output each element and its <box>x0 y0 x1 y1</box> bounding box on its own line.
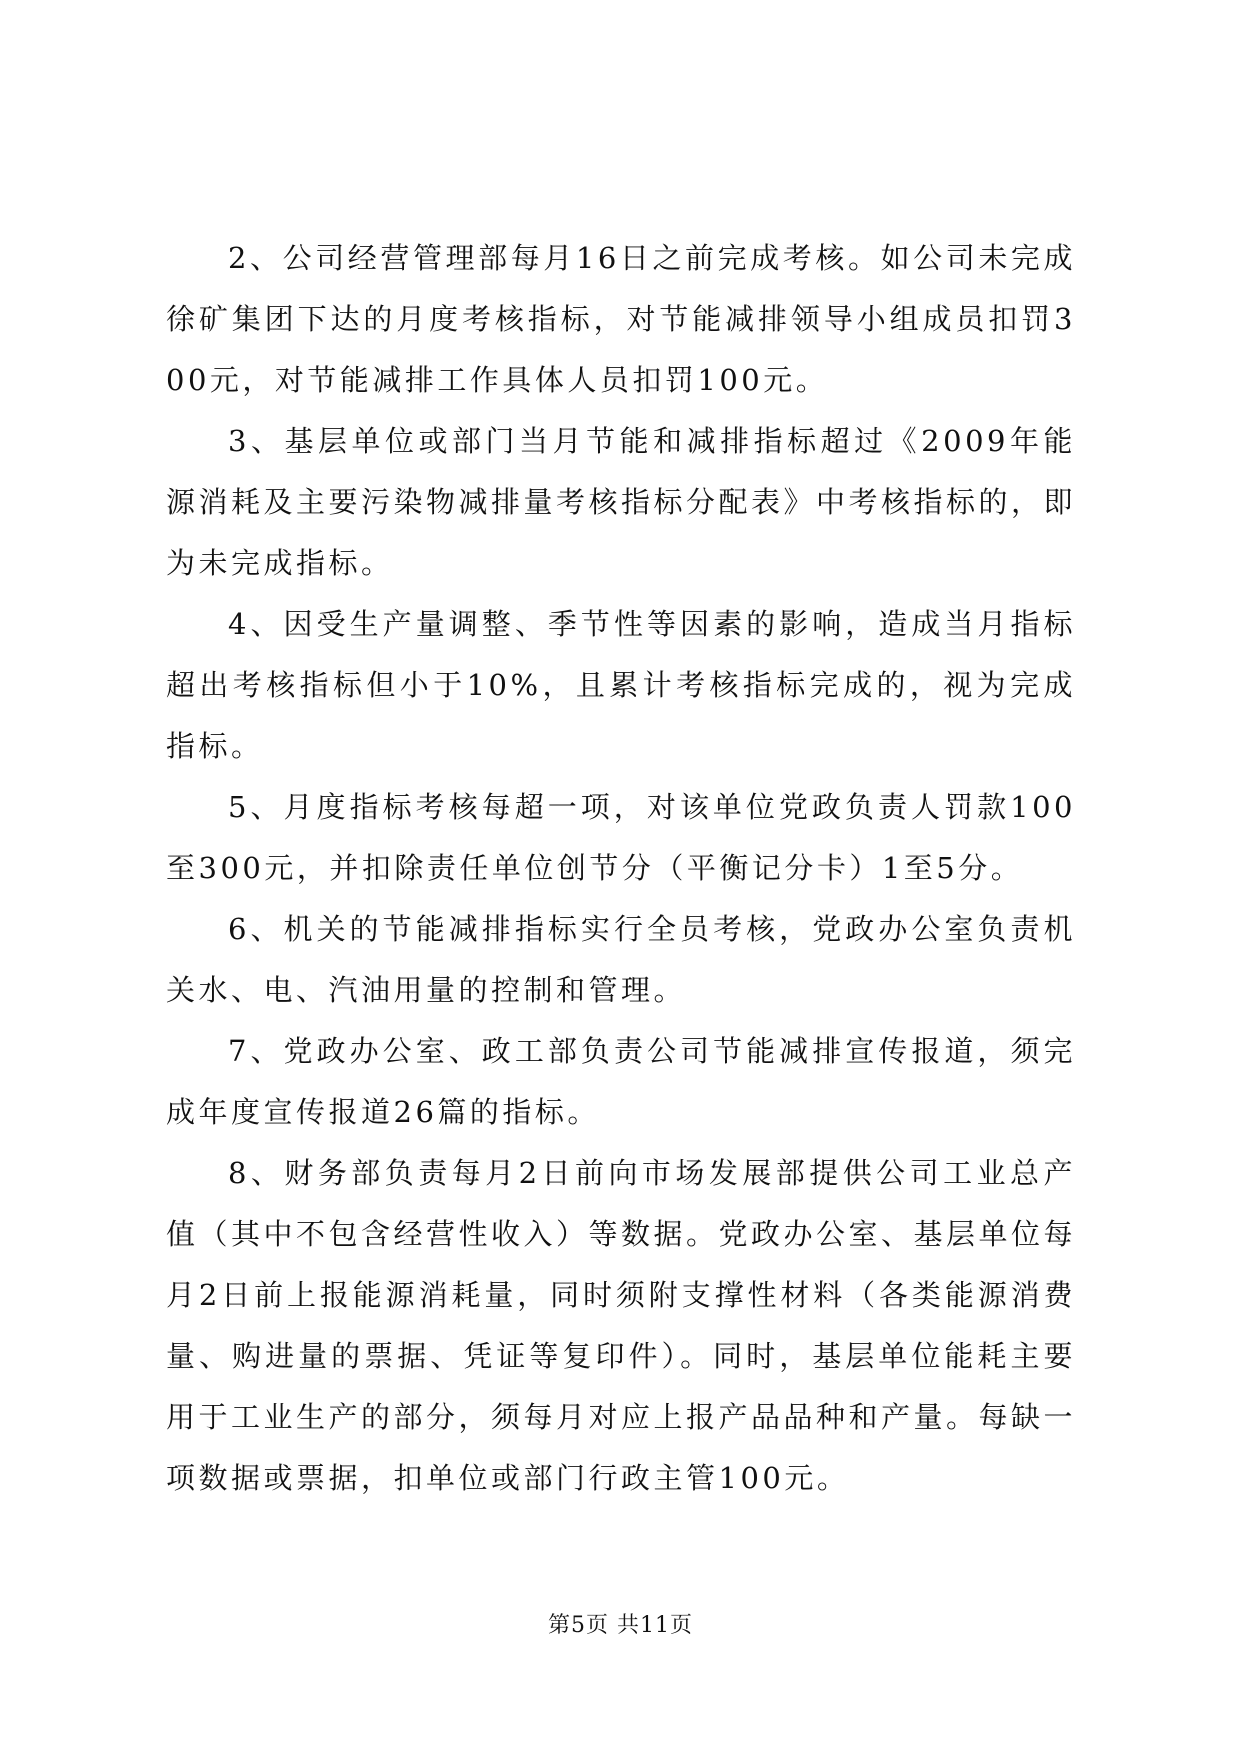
paragraph-item-5: 5、月度指标考核每超一项，对该单位党政负责人罚款100至300元，并扣除责任单位创节分（平衡记分卡）1至5分。 <box>166 790 1076 885</box>
paragraph-item-7: 7、党政办公室、政工部负责公司节能减排宣传报道，须完成年度宣传报道26篇的指标。 <box>166 1034 1076 1129</box>
paragraph-item-8: 8、财务部负责每月2日前向市场发展部提供公司工业总产值（其中不包含经营性收入）等数据。党政办公室、基层单位每月2日前上报能源消耗量，同时须附支撑性材料（各类能源消费量、购进量的票据、凭证等复印件）。同时，基层单位能耗主要用于工业生产的部分，须每月对应上报产品品种和产量。每缺一项数据或票据，扣单位或部门行政主管100元。 <box>166 1156 1077 1495</box>
page-footer <box>0 1608 1241 1639</box>
paragraph-item-3: 3、基层单位或部门当月节能和减排指标超过《2009年能源消耗及主要污染物减排量考核指标分配表》中考核指标的，即为未完成指标。 <box>166 424 1077 580</box>
paragraph-item-2: 2、公司经营管理部每月16日之前完成考核。如公司未完成徐矿集团下达的月度考核指标，对节能减排领导小组成员扣罚300元，对节能减排工作具体人员扣罚100元。 <box>166 241 1076 397</box>
document-body <box>166 228 1076 1509</box>
paragraph-item-6: 6、机关的节能减排指标实行全员考核，党政办公室负责机关水、电、汽油用量的控制和管理。 <box>166 912 1076 1007</box>
page-number-label: 第5页 共11页 <box>548 1613 693 1638</box>
paragraph-item-4: 4、因受生产量调整、季节性等因素的影响，造成当月指标超出考核指标但小于10%，且累计考核指标完成的，视为完成指标。 <box>166 607 1076 763</box>
